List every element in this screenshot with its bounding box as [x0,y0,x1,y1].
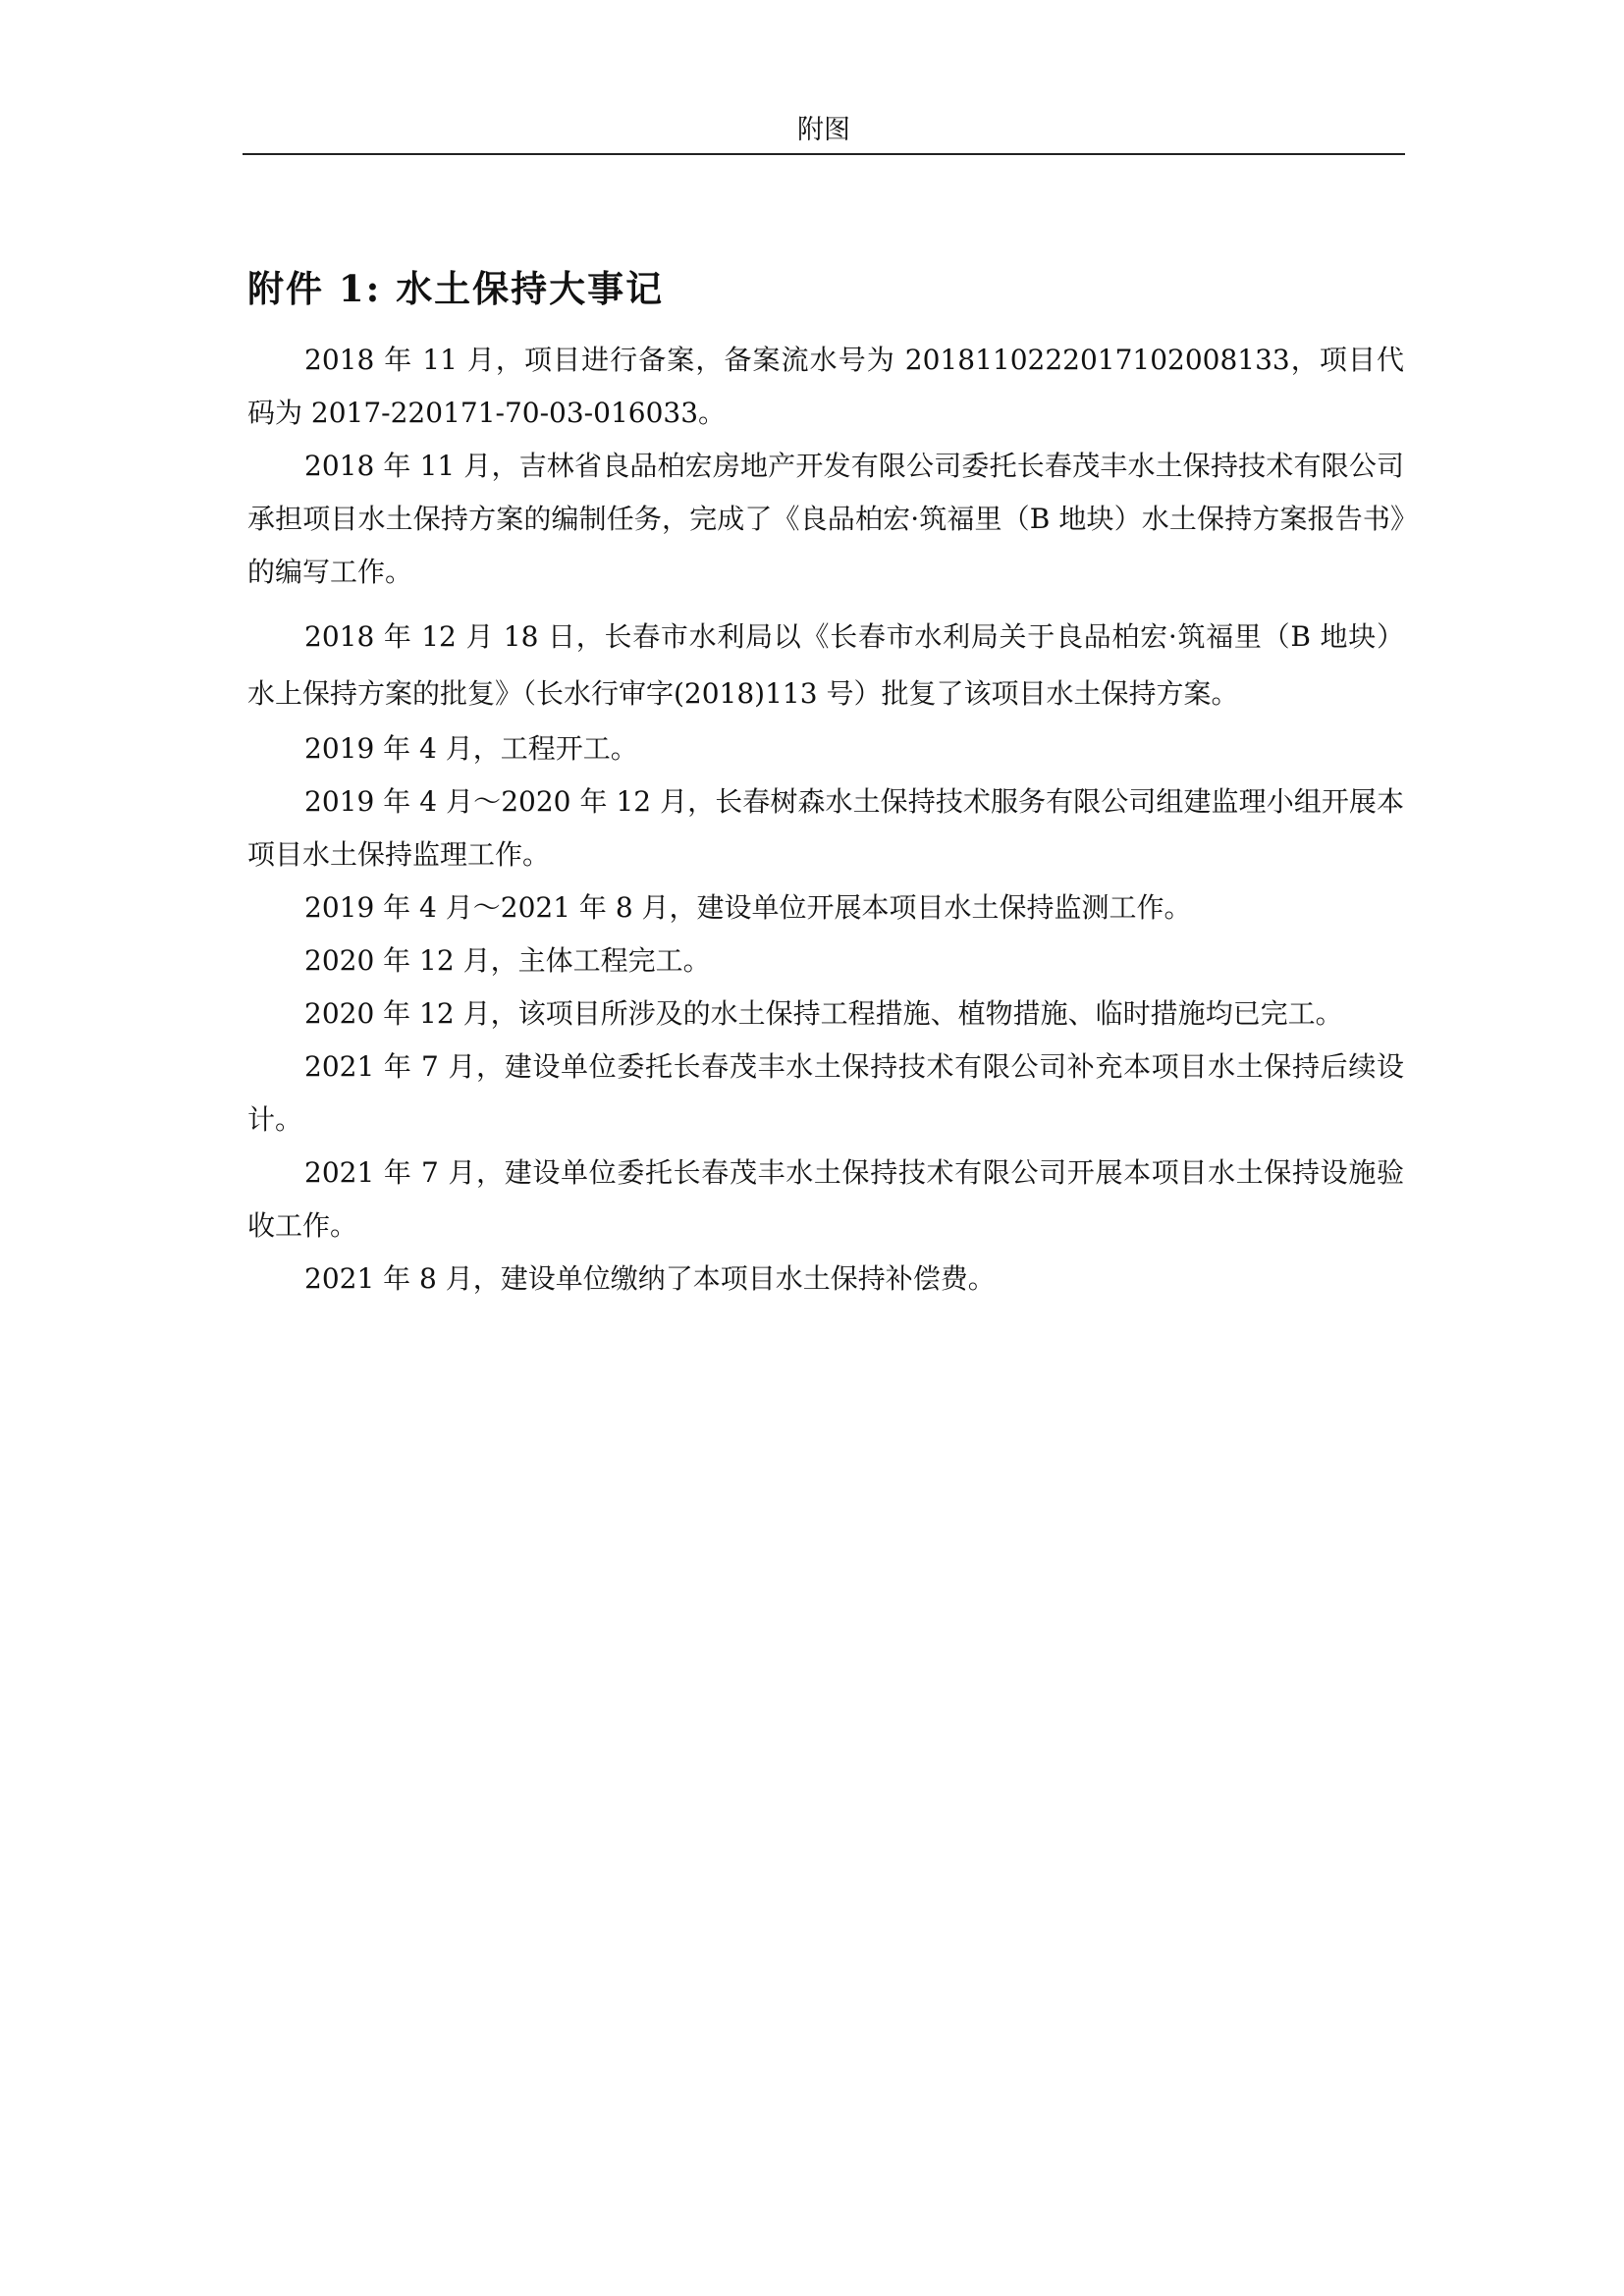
event-entry: 2020 年 12 月，主体工程完工。 [304,944,711,977]
page-header-title: 附图 [797,115,850,145]
event-entry: 2020 年 12 月，该项目所涉及的水土保持工程措施、植物措施、临时措施均已完工。 [304,997,1343,1030]
event-entry: 2021 年 7 月，建设单位委托长春茂丰水土保持技术有限公司补充本项目水土保持后续设计。 [247,1050,1404,1136]
event-list [247,334,1404,1306]
event-entry: 2019 年 4 月，工程开工。 [304,732,638,765]
section-title-text: 水土保持大事记 [396,268,665,310]
event-entry: 2019 年 4 月～2021 年 8 月，建设单位开展本项目水土保持监测工作。 [304,891,1192,924]
event-entry: 2021 年 7 月，建设单位委托长春茂丰水土保持技术有限公司开展本项目水土保持设施验收工作。 [247,1156,1404,1242]
page-header [243,116,1405,155]
event-entry: 2019 年 4 月～2020 年 12 月，长春树森水土保持技术服务有限公司组建监理小组开展本项目水土保持监理工作。 [247,785,1404,871]
section-title-label: 附件 1: [247,267,382,310]
section-title [247,265,664,313]
event-entry: 2018 年 11 月，吉林省良品柏宏房地产开发有限公司委托长春茂丰水土保持技术有限公司承担项目水土保持方案的编制任务，完成了《良品柏宏·筑福里（B 地块）水土保持方案报告书》的编写工作。 [247,450,1404,588]
event-entry: 2018 年 11 月，项目进行备案，备案流水号为 2018110222017102008133，项目代码为 2017-220171-70-03-016033。 [247,344,1404,429]
event-entry: 2018 年 12 月 18 日，长春市水利局以《长春市水利局关于良品柏宏·筑福里（B 地块）水上保持方案的批复》（长水行审字(2018)113 号）批复了该项目水土保持方案。 [247,620,1404,710]
event-entry: 2021 年 8 月，建设单位缴纳了本项目水土保持补偿费。 [304,1262,996,1295]
